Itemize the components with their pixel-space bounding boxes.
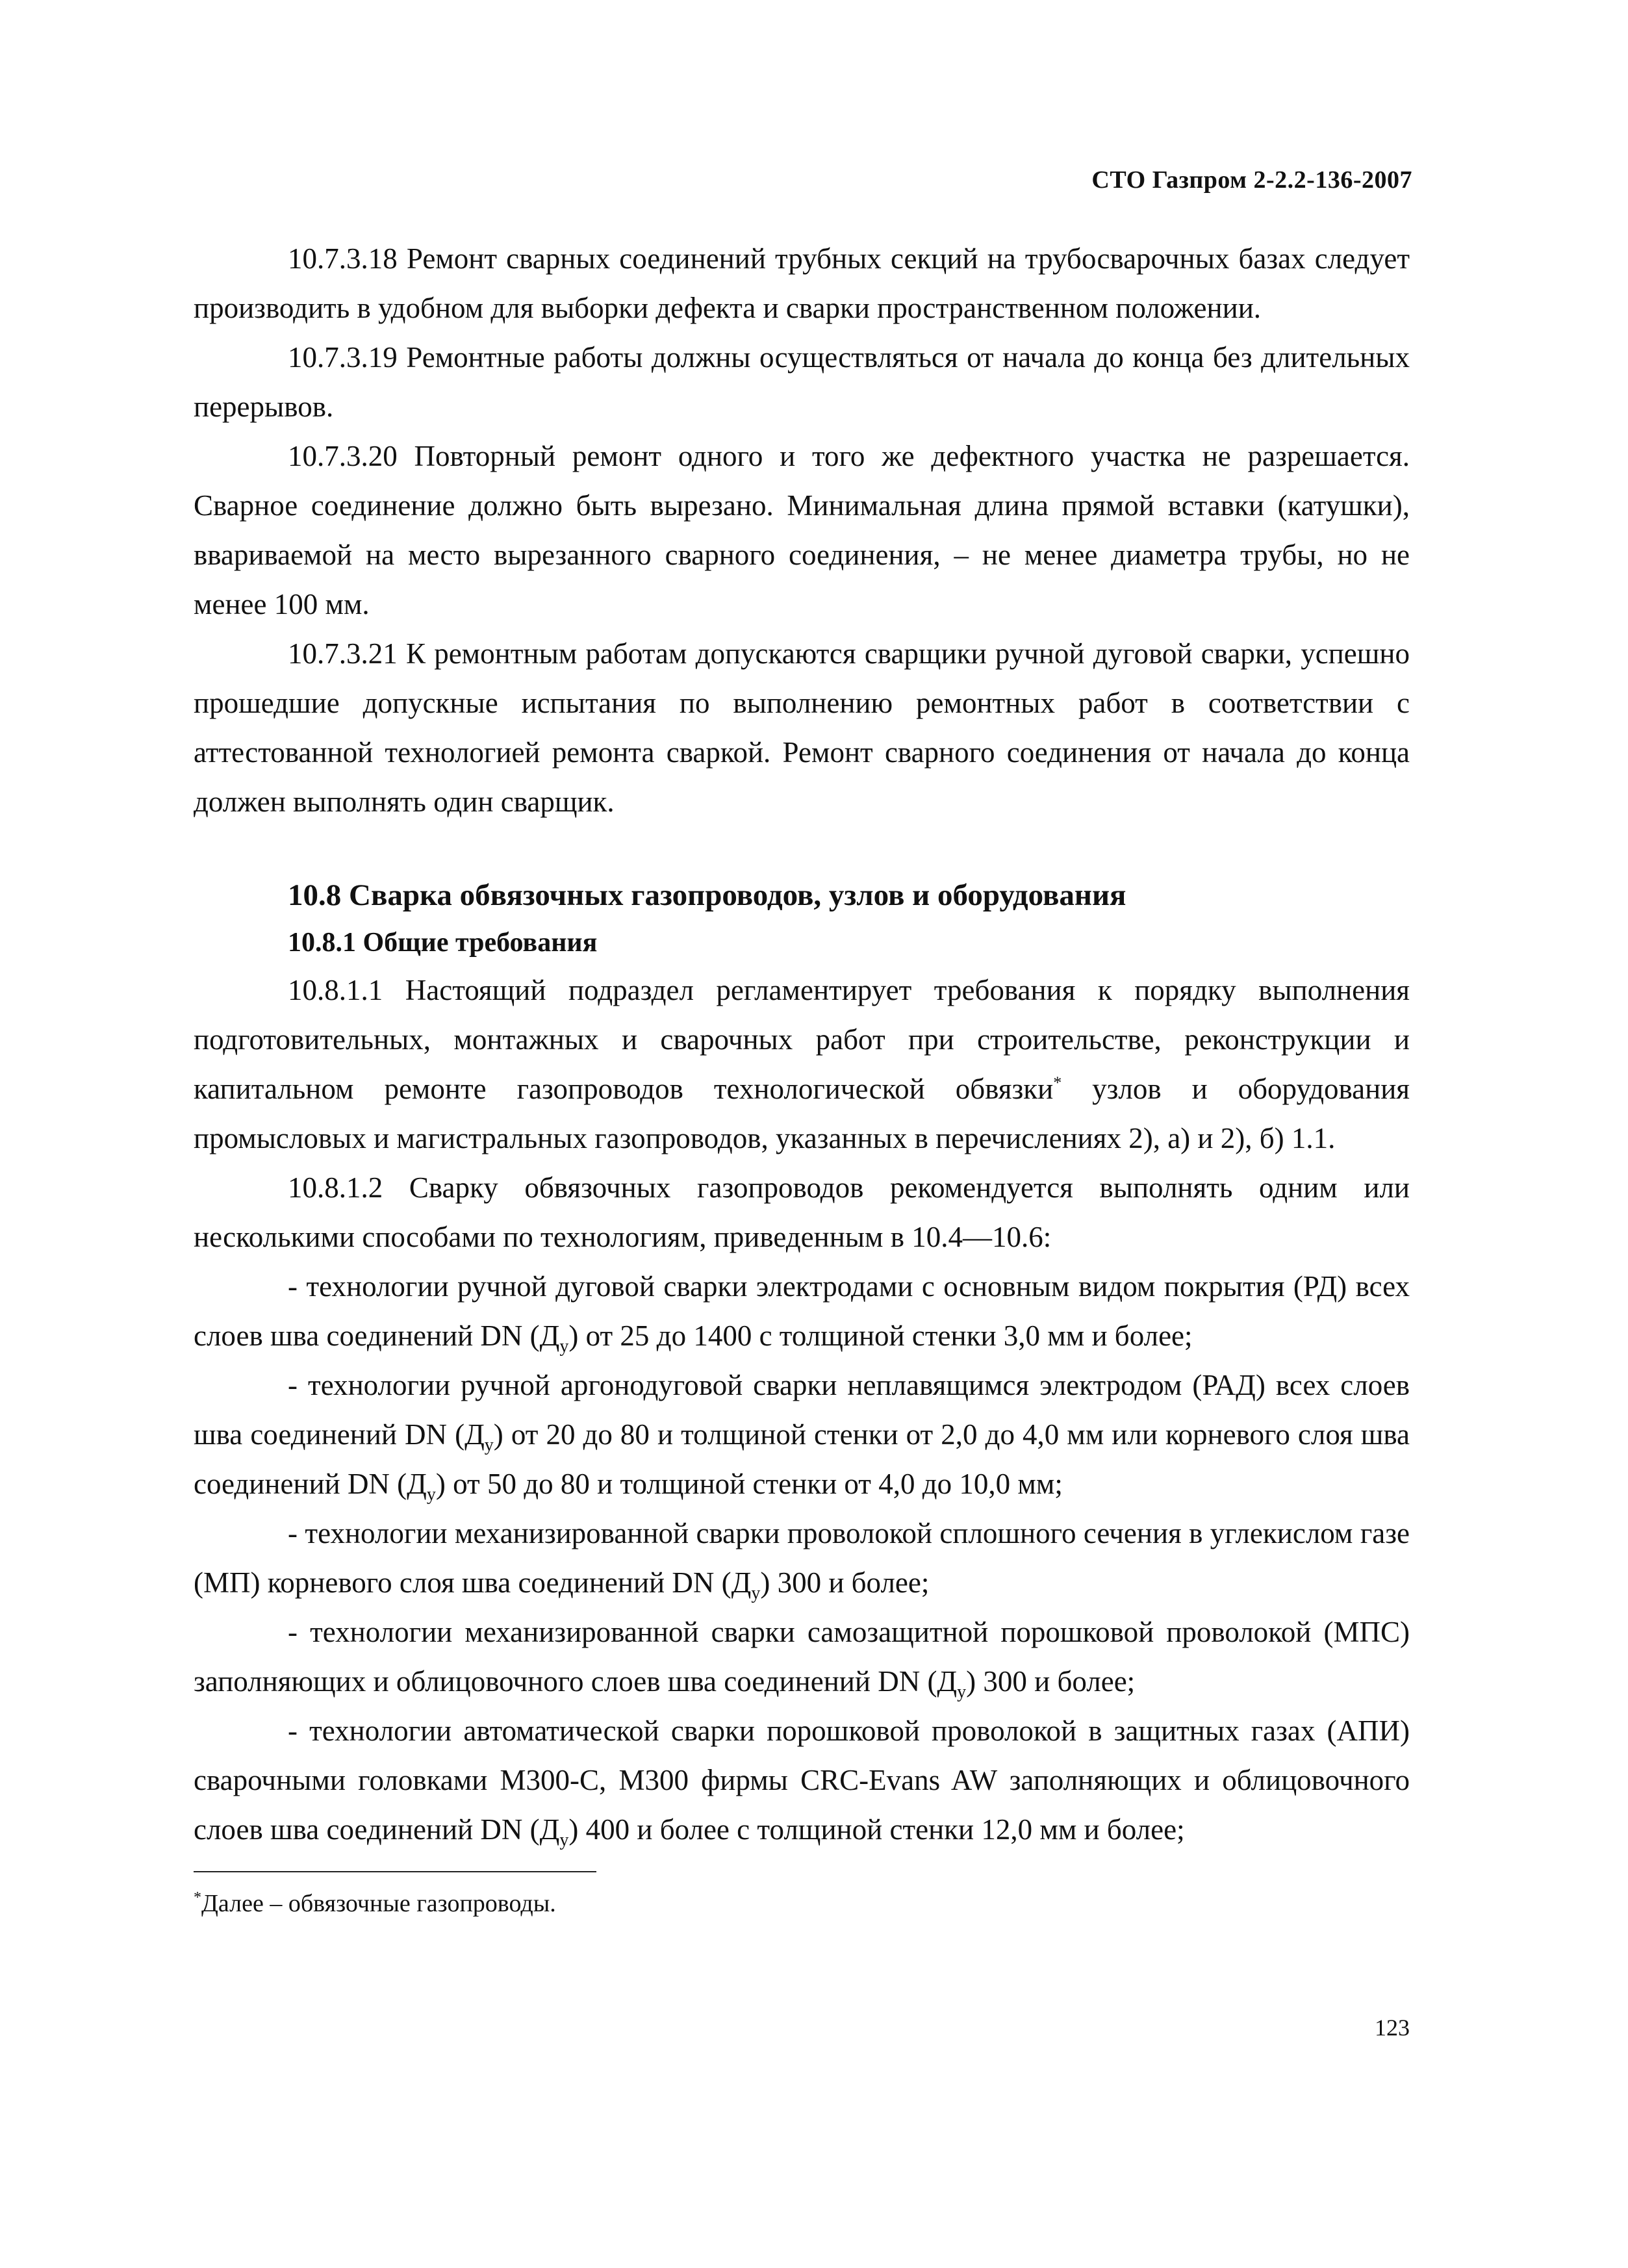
paragraph-10-7-3-21: 10.7.3.21 К ремонтным работам допускаются сварщики ручной дуговой сварки, успешно прошедшие допускные испытания по выполнению ремонтных работ в соответствии с аттестованной технологией ремонта сваркой. Ремонт сварного соединения от начала до конца должен выполнять один сварщик.	[194, 637, 1410, 818]
body-text	[194, 234, 1410, 1854]
list-item-text: - технологии автоматической сварки порошковой проволокой в защитных газах (АПИ) сварочными головками М300-С, М300 фирмы CRC-Evans AW заполняющих и облицовочного слоев шва соединений	[194, 1714, 1410, 1846]
section-gap	[194, 826, 1410, 871]
document-code-header: СТО Газпром 2-2.2-136-2007	[1091, 166, 1412, 194]
section-title: 10.8 Сварка обвязочных газопроводов, узлов и оборудования	[288, 878, 1126, 912]
subsection-title: 10.8.1 Общие требования	[288, 928, 598, 958]
page-number: 123	[1375, 2015, 1410, 2041]
paragraph-10-8-1-1	[194, 965, 1410, 1163]
dn-notation: DN $(Д_у)$	[480, 1813, 579, 1850]
list-item-rad	[194, 1360, 1410, 1509]
paragraph-text: узлов и оборудования промысловых и магистральных газопроводов, указанных в перечислениях 2), а) и 2), б) 1.1.	[194, 1073, 1410, 1154]
list-item-api	[194, 1706, 1410, 1854]
list-item-mps	[194, 1607, 1410, 1706]
footnote-divider	[194, 1871, 596, 1872]
dn-notation: DN $(Д_у)$	[405, 1418, 503, 1455]
paragraph-10-7-3-20: 10.7.3.20 Повторный ремонт одного и того же дефектного участка не разрешается. Сварное соединение должно быть вырезано. Минимальная длина прямой вставки (катушки), ввариваемой на место вырезанного сварного соединения, – не менее диаметра трубы, но не менее 100 мм.	[194, 440, 1410, 620]
list-item-text: 300 и более;	[976, 1665, 1136, 1698]
footnote	[194, 1887, 556, 1920]
list-item-text: 300 и более;	[770, 1566, 930, 1599]
list-item-text: - технологии механизированной сварки проволокой сплошного сечения в углекислом газе (МП) корневого слоя шва соединений	[194, 1517, 1410, 1599]
dn-notation: DN $(Д_у)$	[347, 1468, 446, 1505]
list-item-text: от 20 до 80 и толщиной стенки от 2,0 до 4,0 мм или корневого слоя шва соединений	[194, 1418, 1410, 1500]
paragraph-10-7-3-19: 10.7.3.19 Ремонтные работы должны осуществляться от начала до конца без длительных перерывов.	[194, 341, 1410, 423]
list-item-mp	[194, 1509, 1410, 1607]
list-item-text: 400 и более с толщиной стенки 12,0 мм и более;	[578, 1813, 1185, 1846]
dn-notation: DN $(Д_у)$	[480, 1319, 579, 1357]
list-item-text: - технологии ручной дуговой сварки электродами с основным видом покрытия (РД) всех слоев шва соединений	[194, 1270, 1410, 1352]
paragraph-10-7-3-18: 10.7.3.18 Ремонт сварных соединений трубных секций на трубосварочных базах следует производить в удобном для выборки дефекта и сварки пространственном положении.	[194, 242, 1410, 324]
footnote-mark: *	[194, 1889, 201, 1906]
list-item-text: - технологии механизированной сварки самозащитной порошковой проволокой (МПС) заполняющих и облицовочного слоев шва соединений	[194, 1616, 1410, 1698]
list-item-rd	[194, 1262, 1410, 1360]
paragraph-text: 10.8.1.1 Настоящий подраздел регламентирует требования к порядку выполнения подготовительных, монтажных и сварочных работ при строительстве, реконструкции и капитальном ремонте газопроводов технологической обвязки	[194, 974, 1410, 1105]
list-item-text: от 25 до 1400 с толщиной стенки 3,0 мм и более;	[578, 1319, 1193, 1352]
dn-notation: DN $(Д_у)$	[878, 1665, 976, 1702]
footnote-text: Далее – обвязочные газопроводы.	[201, 1890, 556, 1917]
list-item-text: - технологии ручной аргонодуговой сварки неплавящимся электродом (РАД) всех слоев шва соединений	[194, 1369, 1410, 1451]
list-item-text: от 50 до 80 и толщиной стенки от 4,0 до 10,0 мм;	[445, 1468, 1063, 1500]
dn-notation: DN $(Д_у)$	[672, 1566, 770, 1603]
footnote-reference: *	[1053, 1073, 1062, 1092]
paragraph-10-8-1-2: 10.8.1.2 Сварку обвязочных газопроводов рекомендуется выполнять одним или несколькими способами по технологиям, приведенным в 10.4—10.6:	[194, 1171, 1410, 1253]
